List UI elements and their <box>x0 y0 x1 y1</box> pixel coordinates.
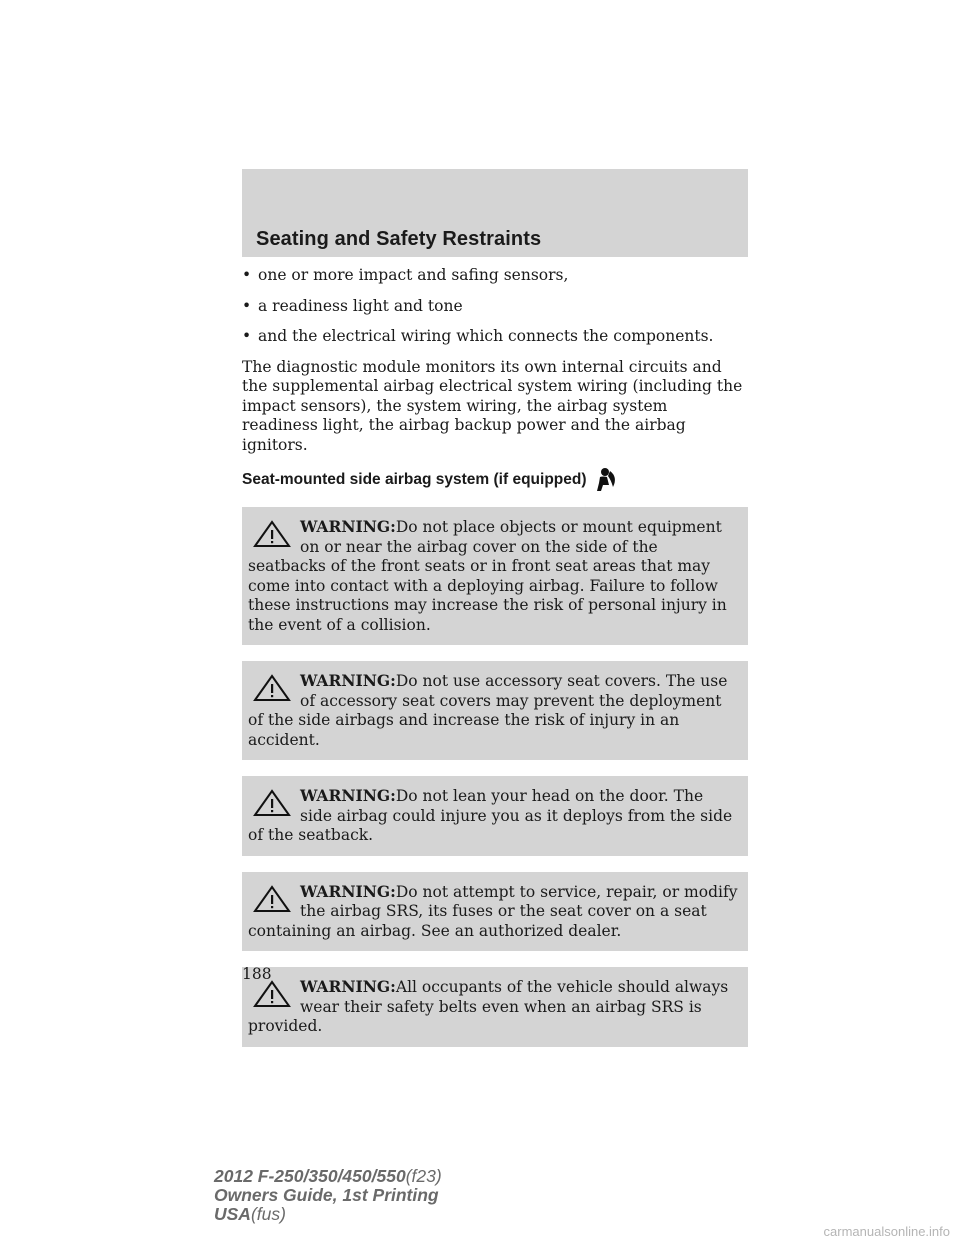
footer-line-1 <box>214 1167 442 1186</box>
list-item-text: one or more impact and safing sensors, <box>258 266 569 284</box>
footer-line-2: Owners Guide, 1st Printing <box>214 1185 439 1205</box>
document-footer <box>214 1167 442 1224</box>
warning-triangle-icon <box>252 673 292 703</box>
warning-label: WARNING: <box>300 671 396 690</box>
warning-label: WARNING: <box>300 977 396 996</box>
bullet-dot: • <box>242 266 252 284</box>
bullet-list <box>242 266 748 347</box>
list-item-text: a readiness light and tone <box>258 296 463 315</box>
footer-market: USA <box>214 1204 251 1224</box>
section-header-band <box>242 169 748 257</box>
warning-box <box>242 661 748 760</box>
bullet-dot: • <box>242 327 252 345</box>
body-paragraph: The diagnostic module monitors its own internal circuits and the supplemental airbag electrical system wiring (including the impact sensors), the system wiring, the airbag system readiness light, the airbag backup power and the airbag ignitors. <box>242 357 743 454</box>
footer-market-code: (fus) <box>250 1204 286 1224</box>
warning-label: WARNING: <box>300 786 396 805</box>
section-title: Seating and Safety Restraints <box>256 228 542 250</box>
subheading <box>242 467 748 493</box>
footer-model: 2012 F-250/350/450/550 <box>214 1166 406 1186</box>
bullet-dot: • <box>242 296 252 315</box>
footer-line-3 <box>214 1205 442 1224</box>
warning-text: Do not use accessory seat covers. The use of accessory seat covers may prevent the deployment of the side airbags and increase the risk of injury in an accident. <box>248 672 728 749</box>
list-item <box>242 297 748 317</box>
warning-text: Do not lean your head on the door. The side airbag could injure you as it deploys from the side of the seatback. <box>248 787 733 844</box>
list-item <box>242 327 748 347</box>
list-item <box>242 266 748 286</box>
warning-box <box>242 872 748 952</box>
list-item-text: and the electrical wiring which connects the components. <box>258 327 714 345</box>
warning-box <box>242 507 748 645</box>
subheading-text: Seat-mounted side airbag system (if equipped) <box>242 471 587 489</box>
watermark: carmanualsonline.info <box>823 1224 950 1239</box>
warning-triangle-icon <box>252 788 292 818</box>
page-number: 188 <box>242 965 272 983</box>
warning-box <box>242 776 748 856</box>
warning-triangle-icon <box>252 884 292 914</box>
warning-box <box>242 967 748 1047</box>
warning-triangle-icon <box>252 979 292 1009</box>
warning-text: Do not place objects or mount equipment on or near the airbag cover on the side of the seatbacks of the front seats or in front seat areas that may come into contact with a deploying airbag. Failure to follow these instructions may increase the risk of personal injury in the event of a collision. <box>248 518 727 634</box>
side-airbag-icon <box>589 467 619 493</box>
warning-label: WARNING: <box>300 881 396 901</box>
warning-triangle-icon <box>252 519 292 549</box>
page-content <box>242 266 748 1063</box>
warning-label: WARNING: <box>300 517 396 536</box>
footer-model-code: (f23) <box>405 1166 442 1186</box>
warning-text: Do not attempt to service, repair, or modify the airbag SRS, its fuses or the seat cover on a seat containing an airbag. See an authorized dealer. <box>248 882 738 940</box>
warning-text: All occupants of the vehicle should always wear their safety belts even when an airbag SRS is provided. <box>248 978 729 1035</box>
